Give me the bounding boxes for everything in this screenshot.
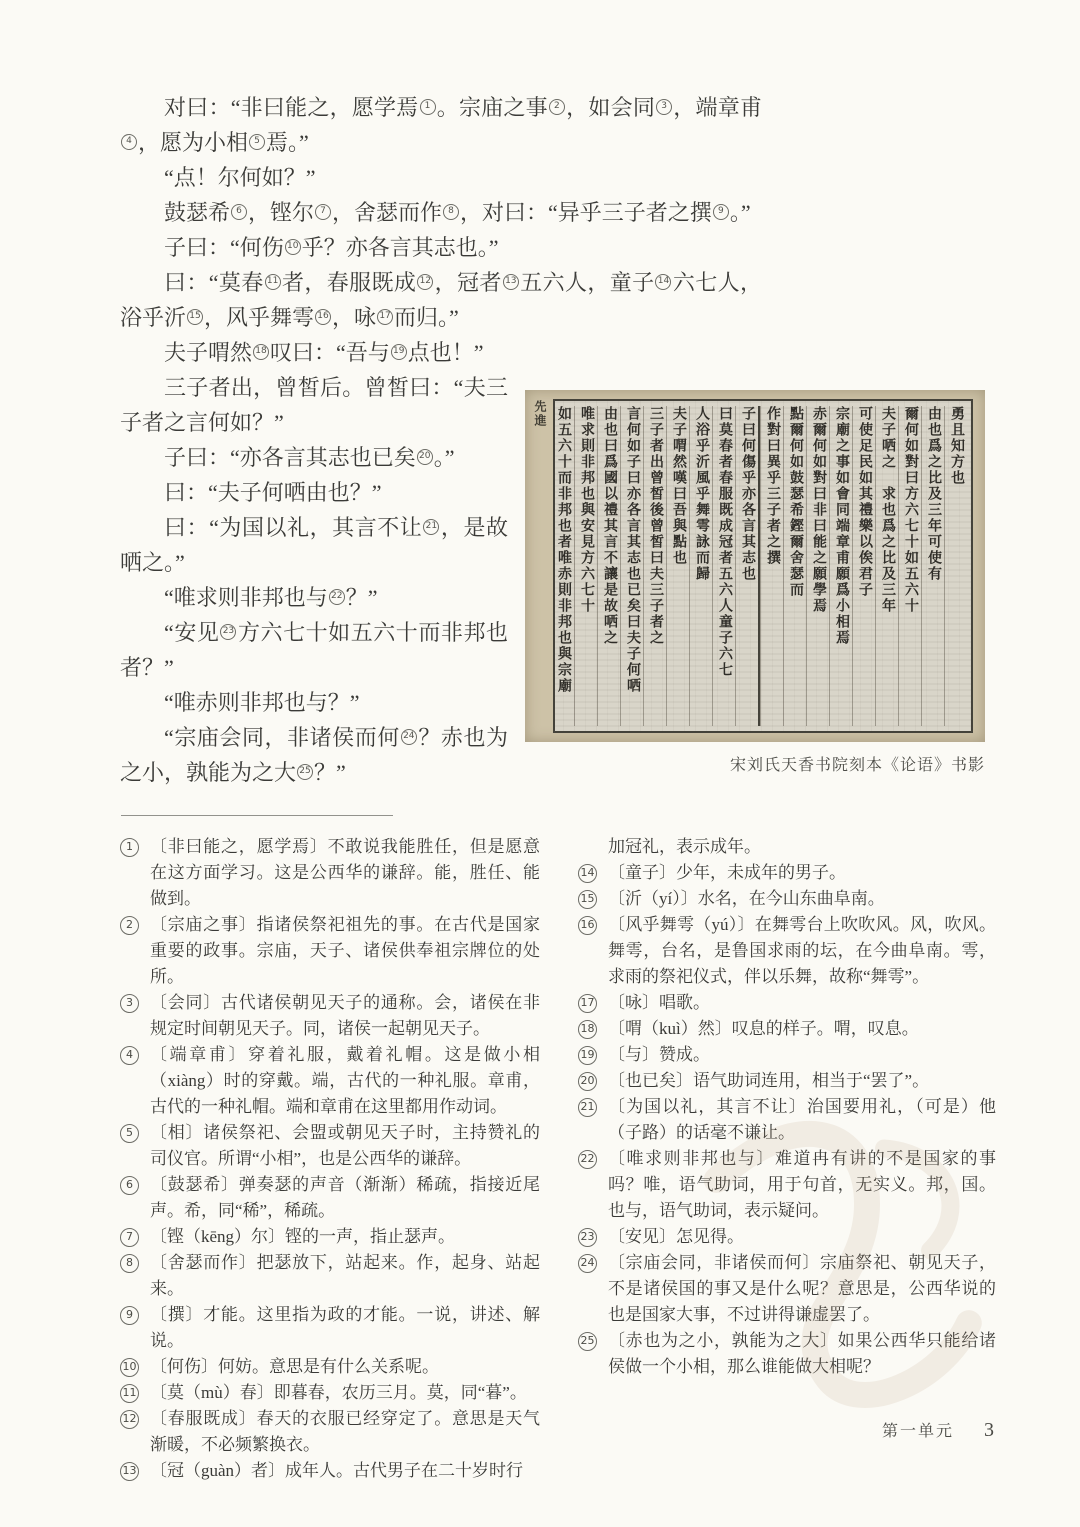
footnote-ref-marker: 15 — [187, 309, 203, 325]
footnote-number-marker: 8 — [120, 1254, 139, 1273]
footnote-item — [578, 1016, 996, 1042]
footnote-number-marker: 19 — [578, 1046, 597, 1065]
footnote-number-marker: 6 — [120, 1176, 139, 1195]
footnote-text: 〔冠（guàn）者〕成年人。古代男子在二十岁时行 — [150, 1461, 524, 1480]
footnote-item — [578, 1068, 996, 1094]
footnote-number-marker: 9 — [120, 1306, 139, 1325]
paragraph: 曰：“为国以礼，其言不让 21 ，是故哂之。” — [120, 515, 508, 575]
woodblock-page — [553, 399, 973, 733]
woodblock-column: 勇且知方也 — [944, 406, 967, 726]
body-text-bottom — [120, 370, 508, 790]
woodblock-column: 子曰何傷乎亦各言其志也 — [735, 406, 758, 726]
paragraph: “安见 23 方六七十如五六十而非邦也者？” — [120, 620, 508, 680]
paragraph: 鼓瑟希 6 ，铿尔 7 ，舍瑟而作 8 ，对曰：“异乎三子者之撰 9 。” — [164, 200, 751, 225]
paragraph: 子曰：“何伤 10 乎？亦各言其志也。” — [164, 235, 499, 260]
figure-caption: 宋刘氏天香书院刻本《论语》书影 — [729, 757, 985, 774]
footnote-number-marker: 25 — [578, 1332, 597, 1351]
footnote-text: 〔喟（kuì）然〕叹息的样子。喟，叹息。 — [608, 1019, 919, 1038]
body-text-top — [120, 90, 762, 370]
footnote-item — [578, 1224, 996, 1250]
footnote-item — [120, 990, 540, 1042]
paragraph: 曰：“夫子何哂由也？” — [164, 480, 382, 505]
woodblock-column: 點爾何如鼓瑟希鏗爾舍瑟而 — [783, 406, 806, 726]
footnote-item — [578, 1042, 996, 1068]
footnote-ref-marker: 8 — [443, 204, 459, 220]
footnote-text: 〔宗庙会同，非诸侯而何〕宗庙祭祀、朝见天子，不是诸侯国的事又是什么呢？意思是，公西华说的也是国家大事，不过讲得谦虚罢了。 — [608, 1253, 996, 1324]
footnote-item — [120, 834, 540, 912]
footnotes-right-column — [578, 834, 996, 1484]
paragraph: 夫子喟然 18 叹曰：“吾与 19 点也！” — [164, 340, 484, 365]
footnote-item — [578, 1146, 996, 1224]
woodblock-column: 由也爲之比及三年可使有 — [921, 406, 944, 726]
woodblock-column: 可使足民如其禮樂以俟君子 — [852, 406, 875, 726]
footnote-ref-marker: 12 — [417, 274, 433, 290]
woodblock-column: 赤爾何如對曰非曰能之願學焉 — [806, 406, 829, 726]
footnote-ref-marker: 9 — [713, 204, 729, 220]
footnote-number-marker: 10 — [120, 1358, 139, 1377]
footnote-ref-marker: 24 — [401, 729, 417, 745]
woodblock-column: 三子者出曾皙後曾皙曰夫三子者之 — [643, 406, 666, 726]
footnote-text: 〔为国以礼，其言不让〕治国要用礼，（可是）他（子路）的话毫不谦让。 — [608, 1097, 996, 1142]
footnote-text: 〔端章甫〕穿着礼服，戴着礼帽。这是做小相（xiàng）时的穿戴。端，古代的一种礼服。章甫，古代的一种礼帽。端和章甫在这里都用作动词。 — [150, 1045, 540, 1116]
woodblock-gutter — [758, 406, 760, 726]
footnote-item — [120, 1120, 540, 1172]
footnote-number-marker: 18 — [578, 1020, 597, 1039]
footnote-item — [578, 1328, 996, 1380]
footnote-number-marker: 22 — [578, 1150, 597, 1169]
footnote-item — [120, 1250, 540, 1302]
footnote-item — [120, 1224, 540, 1250]
footnote-ref-marker: 22 — [329, 589, 345, 605]
footnote-ref-marker: 14 — [655, 274, 671, 290]
footnote-text: 〔春服既成〕春天的衣服已经穿定了。意思是天气渐暖，不必频繁换衣。 — [150, 1409, 540, 1454]
footnote-number-marker: 4 — [120, 1046, 139, 1065]
footnote-item — [578, 886, 996, 912]
footnote-text: 〔沂（yí）〕水名，在今山东曲阜南。 — [608, 889, 885, 908]
woodblock-column: 如五六十而非邦也者唯赤則非邦也與宗廟 — [553, 406, 574, 726]
footnotes-section — [120, 834, 996, 1484]
footnote-ref-marker: 21 — [423, 519, 439, 535]
footnote-ref-marker: 23 — [220, 624, 236, 640]
paragraph: “点！尔何如？” — [164, 165, 316, 190]
footnote-number-marker: 17 — [578, 994, 597, 1013]
woodblock-column: 人浴乎沂風乎舞雩詠而歸 — [689, 406, 712, 726]
paragraph: 子曰：“亦各言其志也已矣 20 。” — [164, 445, 455, 470]
woodblock-figure — [525, 390, 985, 742]
footnote-number-marker: 2 — [120, 916, 139, 935]
footnotes-left-column — [120, 834, 540, 1484]
footnote-text: 〔宗庙之事〕指诸侯祭祀祖先的事。在古代是国家重要的政事。宗庙，天子、诸侯供奉祖宗牌位的处所。 — [150, 915, 540, 986]
footnote-text: 〔童子〕少年，未成年的男子。 — [608, 863, 846, 882]
footnote-item — [120, 1042, 540, 1120]
footnote-ref-marker: 17 — [377, 309, 393, 325]
footnote-item — [578, 860, 996, 886]
footnote-number-marker: 11 — [120, 1384, 139, 1403]
paragraph: 曰：“莫春 11 者，春服既成 12 ，冠者 13 五六人，童子 14 六七人，浴乎沂 15 ，风乎舞雩 16 ，咏 17 而归。” — [120, 270, 762, 330]
footnote-ref-marker: 6 — [231, 204, 247, 220]
footnote-number-marker: 14 — [578, 864, 597, 883]
footnote-item — [120, 1172, 540, 1224]
footnote-ref-marker: 1 — [420, 99, 436, 115]
footnote-item — [120, 1302, 540, 1354]
footnote-number-marker: 7 — [120, 1228, 139, 1247]
paragraph: “宗庙会同，非诸侯而何 24 ？赤也为之小，孰能为之大 25 ？” — [120, 725, 508, 785]
footnote-number-marker: 23 — [578, 1228, 597, 1247]
footnote-text: 〔与〕赞成。 — [608, 1045, 710, 1064]
footnote-item — [578, 990, 996, 1016]
footnote-item — [120, 1458, 540, 1484]
woodblock-column: 夫子喟然嘆曰吾與點也 — [666, 406, 689, 726]
footnote-ref-marker: 18 — [253, 344, 269, 360]
footnote-item — [578, 1094, 996, 1146]
paragraph: 对曰：“非曰能之，愿学焉 1 。宗庙之事 2 ，如会同 3 ，端章甫4 ，愿为小相 5 焉。” — [120, 90, 762, 160]
footnote-text: 〔非曰能之，愿学焉〕不敢说我能胜任，但是愿意在这方面学习。这是公西华的谦辞。能，胜任、能做到。 — [150, 837, 540, 908]
page-number: 3 — [984, 1419, 994, 1441]
footnote-number-marker: 16 — [578, 916, 597, 935]
woodblock-column: 言何如子曰亦各言其志也已矣曰夫子何哂 — [620, 406, 643, 726]
figure-margin-label: 先進 — [533, 400, 547, 428]
footnote-item — [578, 1250, 996, 1328]
footnote-number-marker: 24 — [578, 1254, 597, 1273]
footnote-ref-marker: 11 — [265, 274, 281, 290]
footnote-ref-marker: 5 — [249, 134, 265, 150]
footnote-ref-marker: 2 — [549, 99, 565, 115]
footnote-item — [578, 834, 996, 860]
footnote-ref-marker: 16 — [315, 309, 331, 325]
footnote-item — [120, 1354, 540, 1380]
footnote-item — [120, 1380, 540, 1406]
paragraph: “唯赤则非邦也与？” — [164, 690, 360, 715]
footnote-ref-marker: 25 — [297, 764, 313, 780]
woodblock-column: 爾何如對曰方六七十如五六十 — [898, 406, 921, 726]
footnote-ref-marker: 19 — [391, 344, 407, 360]
woodblock-column: 宗廟之事如會同端章甫願爲小相焉 — [829, 406, 852, 726]
footnote-item — [120, 912, 540, 990]
footnote-ref-marker: 7 — [315, 204, 331, 220]
page-footer — [882, 1418, 994, 1442]
footnote-text: 〔咏〕唱歌。 — [608, 993, 710, 1012]
footnote-text: 〔会同〕古代诸侯朝见天子的通称。会，诸侯在非规定时间朝见天子。同，诸侯一起朝见天子。 — [150, 993, 540, 1038]
footnote-text: 〔风乎舞雩（yú）〕在舞雩台上吹吹风。风，吹风。舞雩，台名，是鲁国求雨的坛，在今曲阜南。雩，求雨的祭祀仪式，伴以乐舞，故称“舞雩”。 — [608, 915, 996, 986]
woodblock-column: 作對曰異乎三子者之撰 — [760, 406, 783, 726]
paragraph: 三子者出，曾皙后。曾皙曰：“夫三子者之言何如？” — [120, 375, 508, 435]
footnote-text: 〔相〕诸侯祭祀、会盟或朝见天子时，主持赞礼的司仪官。所谓“小相”，也是公西华的谦辞。 — [150, 1123, 540, 1168]
footnote-number-marker: 12 — [120, 1410, 139, 1429]
footnote-text: 〔安见〕怎见得。 — [608, 1227, 744, 1246]
footnote-ref-marker: 3 — [656, 99, 672, 115]
footnote-text: 加冠礼，表示成年。 — [608, 837, 761, 856]
paragraph: “唯求则非邦也与 22 ？” — [164, 585, 378, 610]
woodblock-column: 夫子哂之 求也爲之比及三年 — [875, 406, 898, 726]
footnote-text: 〔何伤〕何妨。意思是有什么关系呢。 — [150, 1357, 439, 1376]
footnote-text: 〔也已矣〕语气助词连用，相当于“罢了”。 — [608, 1071, 930, 1090]
footnote-number-marker: 13 — [120, 1462, 139, 1481]
woodblock-column: 曰莫春者春服既成冠者五六人童子六七 — [712, 406, 735, 726]
footnote-number-marker: 15 — [578, 890, 597, 909]
footnote-ref-marker: 13 — [503, 274, 519, 290]
footnote-text: 〔唯求则非邦也与〕难道冉有讲的不是国家的事吗？唯，语气助词，用于句首，无实义。邦，国。也与，语气助词，表示疑问。 — [608, 1149, 996, 1220]
footnote-number-marker: 3 — [120, 994, 139, 1013]
footnote-item — [578, 912, 996, 990]
unit-label: 第一单元 — [881, 1423, 954, 1440]
woodblock-column: 由也曰爲國以禮其言不讓是故哂之 — [597, 406, 620, 726]
footnote-text: 〔铿（kēng）尔〕铿的一声，指止瑟声。 — [150, 1227, 456, 1246]
footnote-text: 〔舍瑟而作〕把瑟放下，站起来。作，起身、站起来。 — [150, 1253, 540, 1298]
footnote-text: 〔莫（mù）春〕即暮春，农历三月。莫，同“暮”。 — [150, 1383, 527, 1402]
footnote-number-marker: 21 — [578, 1098, 597, 1117]
footnote-number-marker: 20 — [578, 1072, 597, 1091]
footnote-number-marker: 1 — [120, 838, 139, 857]
footnote-number-marker: 5 — [120, 1124, 139, 1143]
footnotes-divider — [121, 815, 393, 816]
footnote-ref-marker: 20 — [417, 449, 433, 465]
footnote-text: 〔撰〕才能。这里指为政的才能。一说，讲述、解说。 — [150, 1305, 540, 1350]
footnote-text: 〔赤也为之小，孰能为之大〕如果公西华只能给诸侯做一个小相，那么谁能做大相呢？ — [608, 1331, 996, 1376]
footnote-ref-marker: 4 — [121, 134, 137, 150]
footnote-ref-marker: 10 — [285, 239, 301, 255]
woodblock-column: 唯求則非邦也與安見方六七十 — [574, 406, 597, 726]
footnote-item — [120, 1406, 540, 1458]
footnote-text: 〔鼓瑟希〕弹奏瑟的声音（渐渐）稀疏，指接近尾声。希，同“稀”，稀疏。 — [150, 1175, 540, 1220]
